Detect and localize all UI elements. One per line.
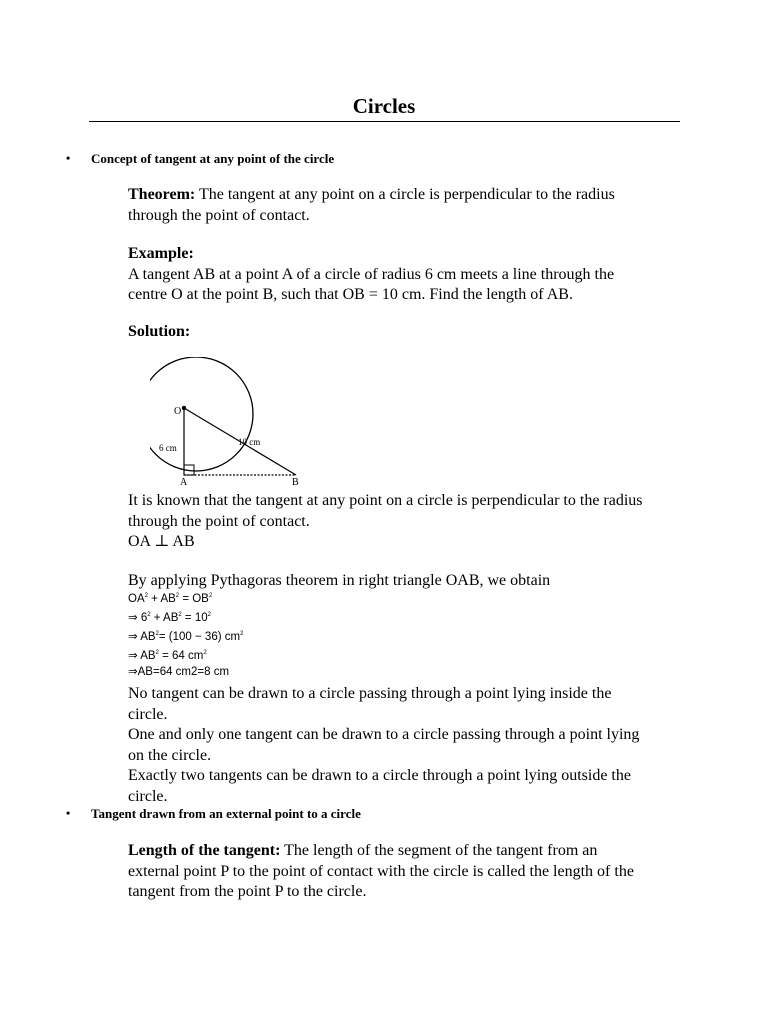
title-underline [89, 121, 680, 122]
note-line-2: circle. [128, 705, 168, 723]
page-title: Circles [352, 94, 416, 118]
example-line-2: centre O at the point B, such that OB = 10 cm. Find the length of AB. [128, 286, 573, 303]
math-step-5: ⇒AB=64 cm2=8 cm [128, 666, 230, 678]
circle-shape [150, 357, 253, 471]
example-label: Example: [128, 245, 194, 262]
note-line-4: on the circle. [128, 746, 212, 764]
theorem-text: The tangent at any point on a circle is perpendicular to the radius [195, 186, 615, 203]
known-line-2: through the point of contact. [128, 512, 310, 530]
pythagoras-intro: By applying Pythagoras theorem in right triangle OAB, we obtain [128, 572, 551, 589]
math-step-4: ⇒ $AB^2 = 64$ $cm^2$ [128, 650, 207, 662]
label-hypotenuse: 10 cm [238, 437, 261, 447]
math-step-3: ⇒ $AB^2= (100 - 36)$ $cm^2$ [128, 631, 244, 643]
tangent-diagram [150, 357, 310, 489]
note-line-6: circle. [128, 787, 168, 805]
note-line-3: One and only one tangent can be drawn to a circle passing through a point lying [128, 726, 640, 743]
perpendicular-statement: OA ⊥ AB [128, 533, 195, 550]
theorem-paragraph [128, 185, 688, 226]
label-o: O [174, 406, 182, 417]
solution-heading [128, 322, 688, 343]
bullet-icon: • [66, 151, 71, 165]
label-b: B [292, 477, 299, 488]
note-line-1: No tangent can be drawn to a circle passing through a point lying inside the [128, 685, 612, 702]
example-line-1: A tangent AB at a point A of a circle of radius 6 cm meets a line through the [128, 265, 615, 283]
solution-label: Solution: [128, 323, 191, 340]
tangent-notes [128, 684, 688, 807]
math-step-2: ⇒ $6^2 + AB^2 = 10^2$ [128, 612, 211, 624]
tangent-length-text: The length of the segment of the tangent from an [280, 842, 598, 859]
tangent-length-line-2: external point P to the point of contact with the circle is called the length of the [128, 862, 634, 880]
pythagoras-steps [128, 588, 428, 680]
math-step-1: $OA^2 + AB^2 = OB^2$ [128, 593, 213, 605]
centre-point-o [182, 406, 186, 410]
theorem-label: Theorem: [128, 186, 196, 203]
tangent-length-label: Length of the tangent: [128, 842, 281, 859]
label-radius: 6 cm [159, 443, 177, 453]
note-line-5: Exactly two tangents can be drawn to a circle through a point lying outside the [128, 767, 631, 784]
example-paragraph [128, 244, 688, 306]
tangent-length-paragraph [128, 841, 688, 903]
section-heading-text: Tangent drawn from an external point to a circle [91, 806, 361, 821]
section-heading-text: Concept of tangent at any point of the circle [91, 151, 335, 166]
known-line-1: It is known that the tangent at any point on a circle is perpendicular to the radius [128, 492, 643, 509]
label-a: A [180, 477, 188, 488]
bullet-icon: • [66, 806, 71, 820]
known-paragraph [128, 491, 688, 553]
tangent-length-line-3: tangent from the point P to the circle. [128, 883, 367, 900]
theorem-text-cont: through the point of contact. [128, 206, 310, 224]
